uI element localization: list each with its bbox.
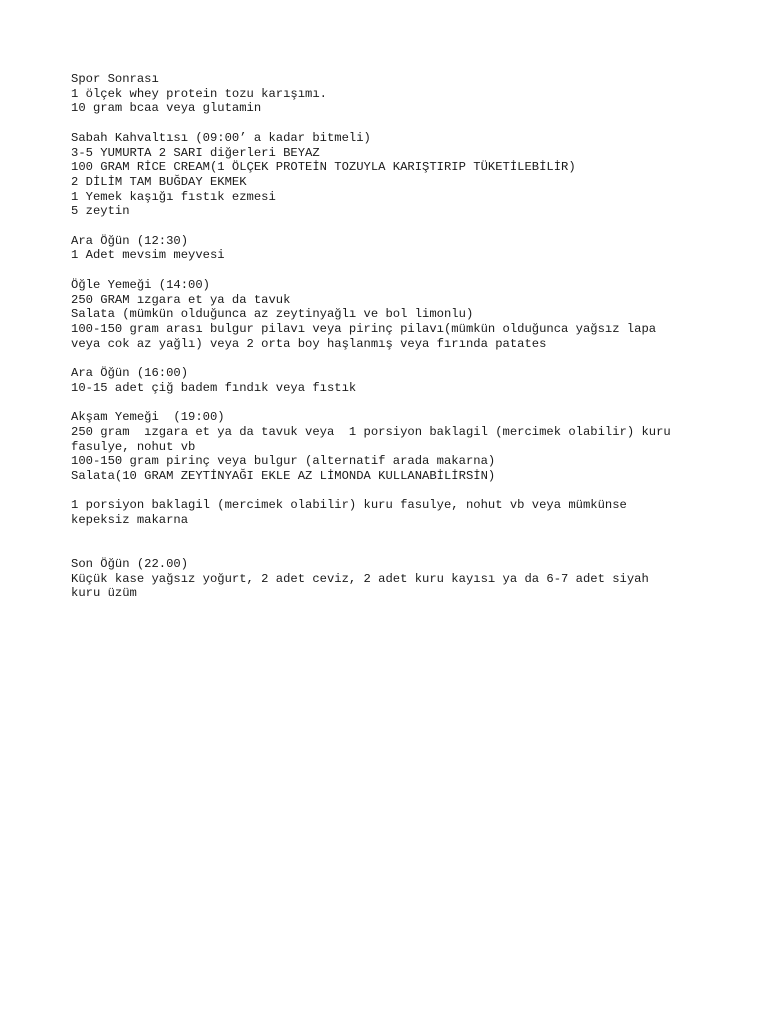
section-title: Spor Sonrası xyxy=(71,72,159,86)
document-page xyxy=(71,72,711,616)
section-line: 250 GRAM ızgara et ya da tavuk xyxy=(71,292,291,307)
section-ogle-yemegi xyxy=(71,278,711,352)
section-title: Ara Öğün (16:00) xyxy=(71,366,189,380)
section-title: Sabah Kahvaltısı (09:00’ a kadar bitmeli) xyxy=(71,130,371,145)
section-sabah-kahvaltisi xyxy=(71,131,711,219)
section-line: 10 gram bcaa veya glutamin xyxy=(71,101,262,116)
section-line: 10-15 adet çiğ badem fındık veya fıstık xyxy=(71,380,357,395)
section-title: Öğle Yemeği (14:00) xyxy=(71,277,210,292)
section-title: Ara Öğün (12:30) xyxy=(71,233,189,248)
section-title: Son Öğün (22.00) xyxy=(71,557,189,572)
section-line: 1 Yemek kaşığı fıstık ezmesi xyxy=(71,189,276,204)
section-line: 1 Adet mevsim meyvesi xyxy=(71,248,225,263)
section-line: Salata (mümkün olduğunca az zeytinyağlı ve bol limonlu) xyxy=(71,307,474,322)
section-line: Küçük kase yağsız yoğurt, 2 adet ceviz, 2 adet kuru kayısı ya da 6-7 adet siyah xyxy=(71,571,649,586)
section-line: veya cok az yağlı) veya 2 orta boy haşlanmış veya fırında patates xyxy=(71,336,547,351)
section-line: 3-5 YUMURTA 2 SARI diğerleri BEYAZ xyxy=(71,145,320,160)
section-line: 1 ölçek whey protein tozu karışımı. xyxy=(71,86,327,101)
section-line: 250 gram ızgara et ya da tavuk veya 1 porsiyon baklagil (mercimek olabilir) kuru xyxy=(71,424,671,439)
section-son-ogun xyxy=(71,557,711,601)
section-aksam-yemegi xyxy=(71,410,711,484)
blank-line xyxy=(71,542,711,557)
section-line: 5 zeytin xyxy=(71,204,130,219)
section-line: 1 porsiyon baklagil (mercimek olabilir) kuru fasulye, nohut vb veya mümkünse xyxy=(71,498,627,513)
section-line: 2 DİLİM TAM BUĞDAY EKMEK xyxy=(71,174,247,189)
section-line: Salata(10 GRAM ZEYTİNYAĞI EKLE AZ LİMONDA KULLANABİLİRSİN) xyxy=(71,468,496,483)
section-line: kuru üzüm xyxy=(71,586,137,601)
section-line: 100 GRAM RİCE CREAM(1 ÖLÇEK PROTEİN TOZUYLA KARIŞTIRIP TÜKETİLEBİLİR) xyxy=(71,160,576,175)
section-line: kepeksiz makarna xyxy=(71,513,189,527)
section-spor-sonrasi xyxy=(71,72,711,116)
section-ara-ogun-1600 xyxy=(71,366,711,395)
section-title: Akşam Yemeği (19:00) xyxy=(71,410,225,425)
section-line: fasulye, nohut vb xyxy=(71,439,196,454)
section-line: 100-150 gram pirinç veya bulgur (alternatif arada makarna) xyxy=(71,454,496,469)
section-ara-ogun-1230 xyxy=(71,234,711,263)
section-alternatif xyxy=(71,498,711,527)
section-line: 100-150 gram arası bulgur pilavı veya pirinç pilavı(mümkün olduğunca yağsız lapa xyxy=(71,321,657,336)
